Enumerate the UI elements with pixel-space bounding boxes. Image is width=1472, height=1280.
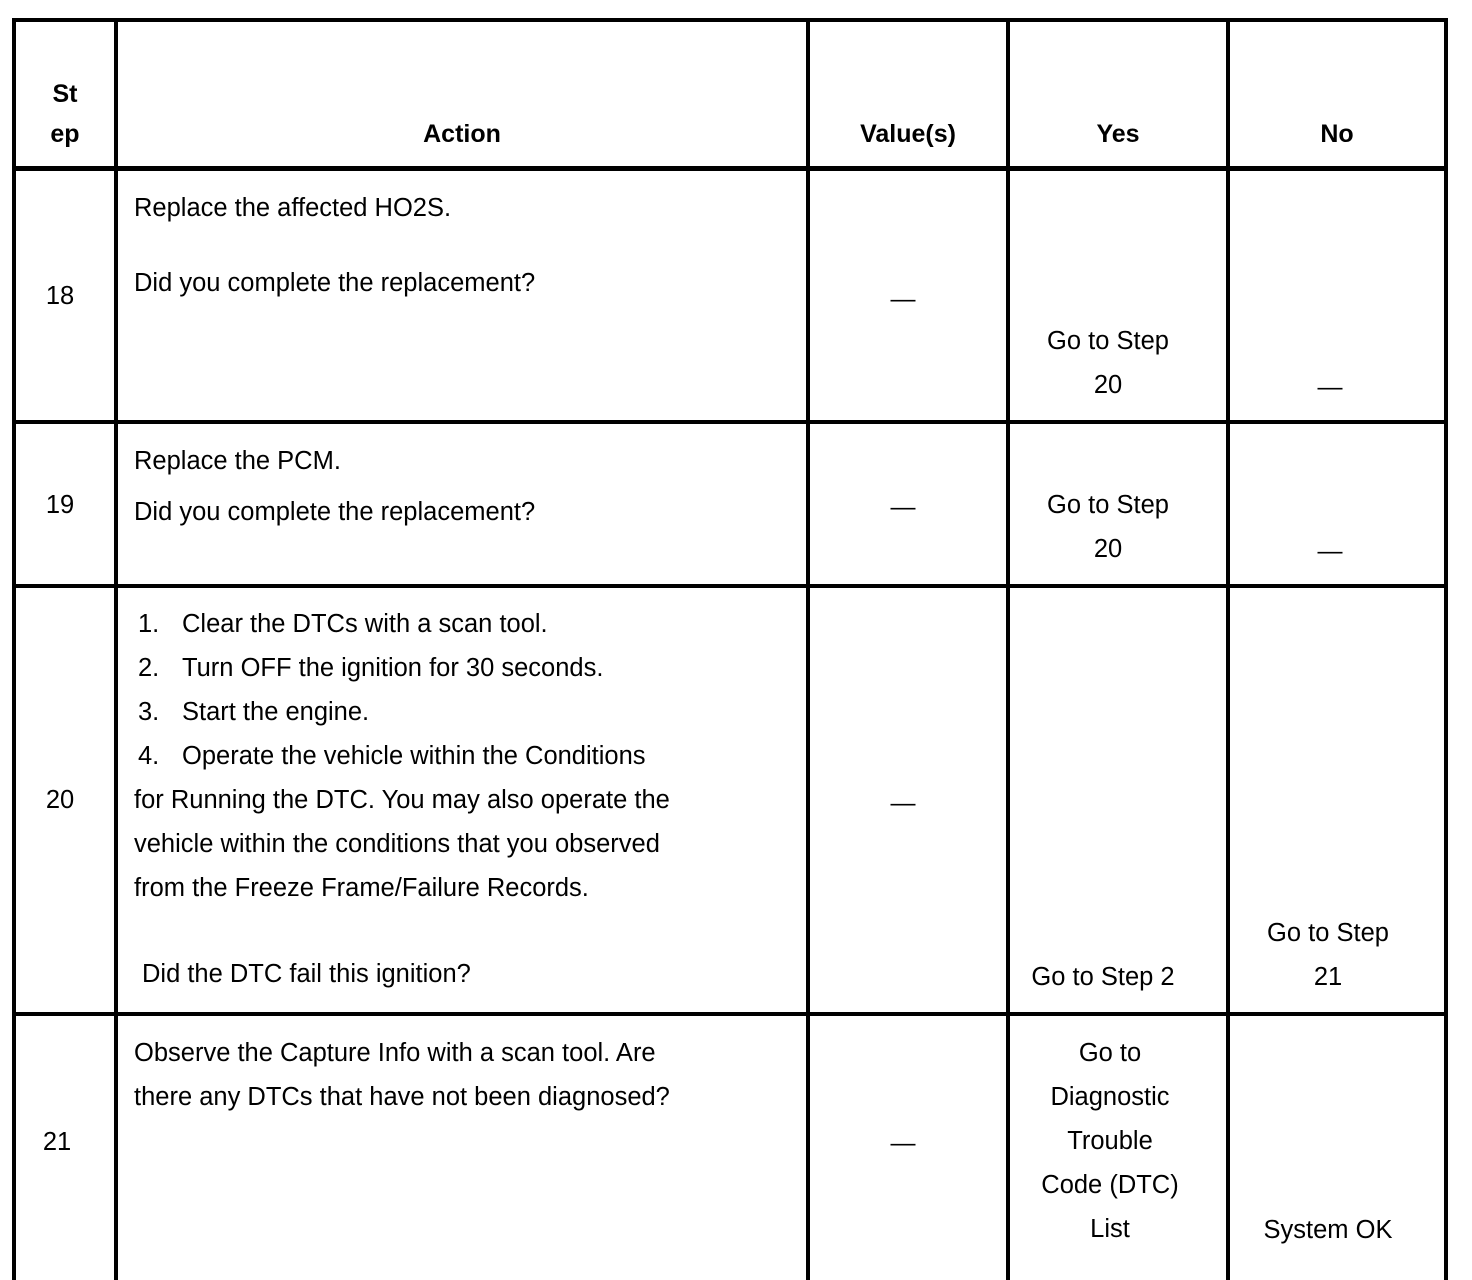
column-divider <box>12 18 16 1280</box>
header-step-line1: St <box>52 80 78 108</box>
action-line: Did you complete the replacement? <box>134 269 536 297</box>
diagnostic-table <box>12 18 1448 1280</box>
yes-line: Go to Step <box>1047 327 1169 355</box>
yes-action <box>1010 483 1206 571</box>
value-dash: — <box>890 493 916 521</box>
action-line: vehicle within the conditions that you observed <box>134 830 660 858</box>
yes-line: Diagnostic <box>1050 1083 1170 1111</box>
action-line: Replace the affected HO2S. <box>134 194 452 222</box>
value-dash: — <box>890 285 916 313</box>
action-text <box>134 186 794 305</box>
yes-line: 20 <box>1093 371 1123 399</box>
table-border-top <box>12 18 1448 22</box>
action-line: Replace the PCM. <box>134 447 341 475</box>
list-item: 4. Operate the vehicle within the Conditions <box>138 742 646 770</box>
yes-action <box>1010 319 1206 407</box>
header-yes: Yes <box>1096 120 1140 148</box>
row-divider <box>12 420 1448 424</box>
yes-action: Go to Step 2 <box>1031 963 1175 991</box>
yes-line: 20 <box>1093 535 1123 563</box>
yes-line: Go to <box>1078 1039 1142 1067</box>
header-step <box>16 74 114 154</box>
column-divider <box>1444 18 1448 1280</box>
step-number: 18 <box>45 282 75 310</box>
action-line: for Running the DTC. You may also operate the <box>134 786 670 814</box>
no-action <box>1230 911 1426 999</box>
yes-line: List <box>1090 1215 1130 1243</box>
no-line: Go to Step <box>1267 919 1389 947</box>
yes-action <box>1010 1031 1210 1251</box>
list-item: 1. Clear the DTCs with a scan tool. <box>138 610 548 638</box>
step-number: 21 <box>42 1128 72 1156</box>
no-action: System OK <box>1263 1216 1393 1244</box>
column-divider <box>114 18 118 1280</box>
value-dash: — <box>890 789 916 817</box>
no-line: 21 <box>1313 963 1343 991</box>
action-question: Did the DTC fail this ignition? <box>142 960 471 988</box>
action-text <box>134 602 794 996</box>
action-line: Did you complete the replacement? <box>134 498 536 526</box>
row-divider <box>12 1012 1448 1016</box>
action-line: Observe the Capture Info with a scan tool. Are <box>134 1039 656 1067</box>
step-number: 19 <box>45 491 75 519</box>
action-text <box>134 439 794 534</box>
yes-line: Go to Step <box>1047 491 1169 519</box>
column-divider <box>806 18 810 1280</box>
action-steps-list <box>134 602 794 778</box>
column-divider <box>1226 18 1230 1280</box>
list-item: 2. Turn OFF the ignition for 30 seconds. <box>138 654 604 682</box>
header-step-line2: ep <box>50 120 80 148</box>
action-text <box>134 1031 794 1119</box>
action-line: from the Freeze Frame/Failure Records. <box>134 874 589 902</box>
step-number: 20 <box>45 786 75 814</box>
value-dash: — <box>890 1129 916 1157</box>
header-values: Value(s) <box>860 120 956 148</box>
no-dash: — <box>1317 537 1343 565</box>
action-line: there any DTCs that have not been diagnosed? <box>134 1083 670 1111</box>
yes-line: Code (DTC) <box>1041 1171 1179 1199</box>
header-divider <box>12 166 1448 171</box>
header-action: Action <box>423 120 501 148</box>
list-item: 3. Start the engine. <box>138 698 370 726</box>
yes-line: Trouble <box>1067 1127 1153 1155</box>
row-divider <box>12 584 1448 588</box>
header-no: No <box>1320 120 1354 148</box>
no-dash: — <box>1317 373 1343 401</box>
